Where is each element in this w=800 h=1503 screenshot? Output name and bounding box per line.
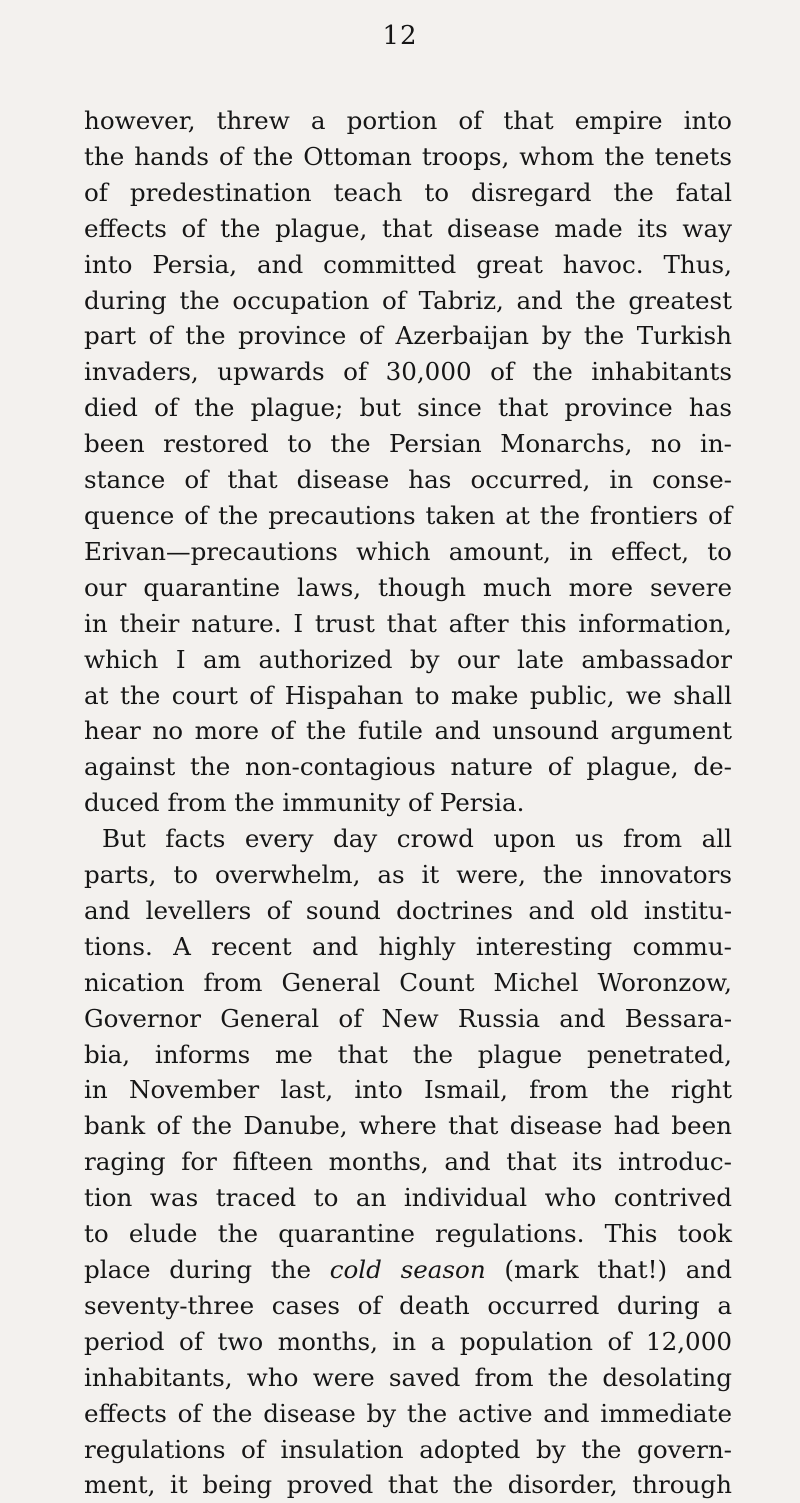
text-line: inhabitants, who were saved from the desolating xyxy=(84,1362,732,1392)
text-line: been restored to the Persian Monarchs, no in- xyxy=(84,429,732,459)
text-line: to elude the quarantine regulations. This took xyxy=(84,1219,732,1249)
text-segment: place during the xyxy=(84,1255,330,1284)
text-line: effects of the disease by the active and immediate xyxy=(84,1398,732,1428)
text-line: during the occupation of Tabriz, and the greatest xyxy=(84,285,732,315)
text-line: the hands of the Ottoman troops, whom the tenets xyxy=(84,141,732,171)
paragraph-end-line: duced from the immunity of Persia. xyxy=(84,788,525,818)
text-line: bia, informs me that the plague penetrated, xyxy=(84,1039,732,1069)
text-line: Governor General of New Russia and Bessara- xyxy=(84,1003,732,1033)
body-text xyxy=(84,103,732,1503)
text-line: into Persia, and committed great havoc. Thus, xyxy=(84,249,732,279)
text-line: hear no more of the futile and unsound argument xyxy=(84,716,732,746)
page-number: 12 xyxy=(382,21,418,51)
text-line: Erivan—precautions which amount, in effect, to xyxy=(84,536,732,566)
text-line: died of the plague; but since that province has xyxy=(84,393,732,423)
text-line-with-italic xyxy=(84,1252,732,1288)
text-line: and levellers of sound doctrines and old institu- xyxy=(84,895,732,925)
text-line: stance of that disease has occurred, in conse- xyxy=(84,465,732,495)
text-line: part of the province of Azerbaijan by the Turkish xyxy=(84,321,732,351)
text-line: seventy-three cases of death occurred during a xyxy=(84,1290,732,1320)
text-line: our quarantine laws, though much more severe xyxy=(84,572,732,602)
text-line: period of two months, in a population of 12,000 xyxy=(84,1326,732,1356)
text-line: invaders, upwards of 30,000 of the inhabitants xyxy=(84,357,732,387)
text-line: which I am authorized by our late ambassador xyxy=(84,644,732,674)
text-line: of predestination teach to disregard the fatal xyxy=(84,177,732,207)
text-line: raging for fifteen months, and that its introduc- xyxy=(84,1147,732,1177)
italic-phrase: cold season xyxy=(329,1255,486,1284)
text-line: in their nature. I trust that after this information, xyxy=(84,608,732,638)
text-line: nication from General Count Michel Woronzow, xyxy=(84,967,732,997)
text-line: against the non-contagious nature of plague, de- xyxy=(84,752,732,782)
text-line: at the court of Hispahan to make public, we shall xyxy=(84,680,732,710)
text-segment: (mark that!) and xyxy=(485,1255,732,1284)
text-line: in November last, into Ismail, from the right xyxy=(84,1075,732,1105)
paragraph-start-line: But facts every day crowd upon us from all xyxy=(102,824,732,854)
text-line: bank of the Danube, where that disease had been xyxy=(84,1111,732,1141)
text-line: quence of the precautions taken at the frontiers of xyxy=(84,500,732,530)
text-line: tion was traced to an individual who contrived xyxy=(84,1183,732,1213)
text-line: regulations of insulation adopted by the govern- xyxy=(84,1434,732,1464)
text-line: tions. A recent and highly interesting commu- xyxy=(84,931,732,961)
text-line: however, threw a portion of that empire into xyxy=(84,106,732,135)
text-line: effects of the plague, that disease made its way xyxy=(84,213,732,243)
text-line: parts, to overwhelm, as it were, the innovators xyxy=(84,860,732,890)
text-line: ment, it being proved that the disorder, through xyxy=(84,1470,732,1500)
